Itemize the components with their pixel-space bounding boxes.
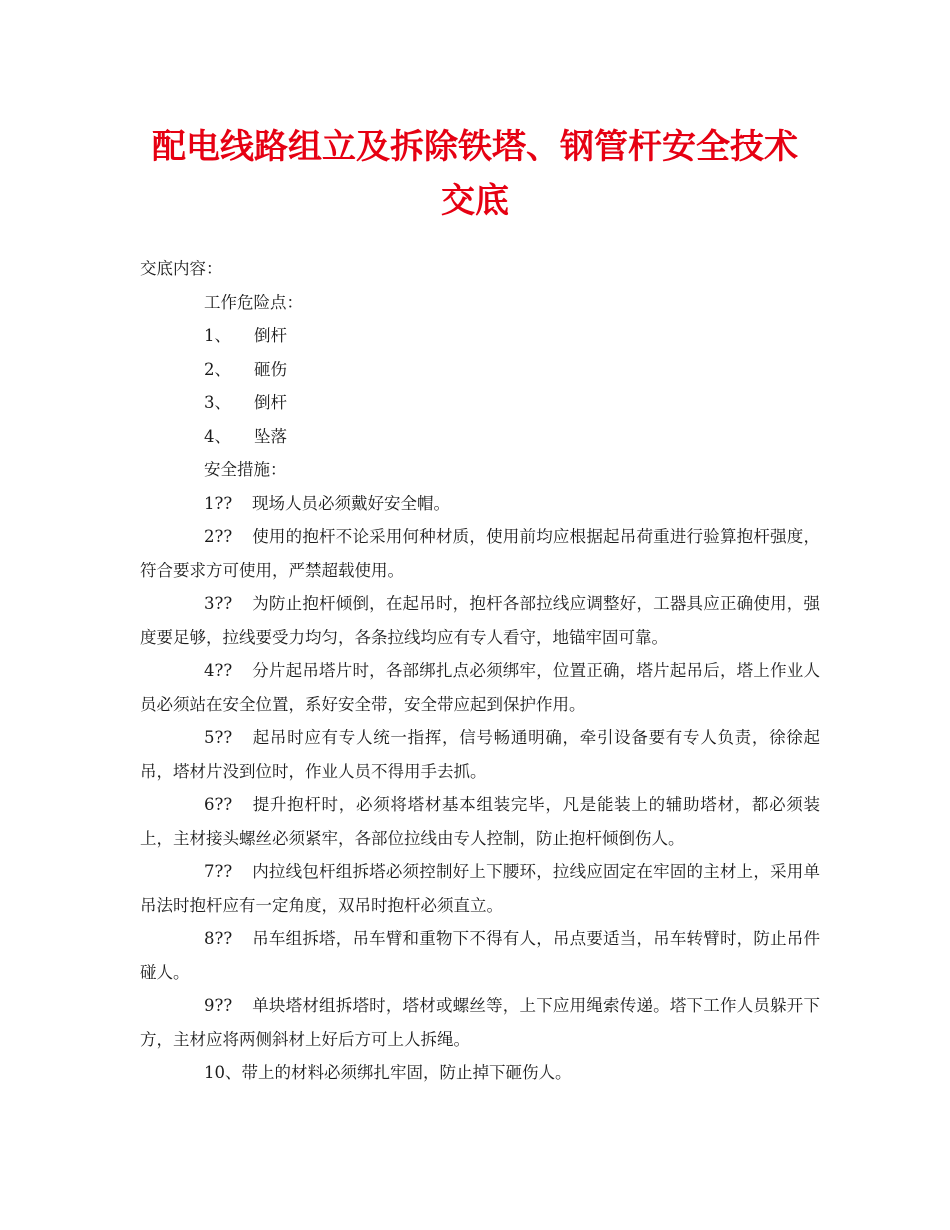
measure-item: [140, 654, 820, 721]
hazards-label: 工作危险点：: [204, 292, 303, 312]
document-title: [120, 120, 830, 228]
hazard-item: [140, 420, 820, 454]
measure-item: [140, 721, 820, 788]
measure-number: 1??: [204, 493, 233, 513]
measure-text: 使用的抱杆不论采用何种材质，使用前均应根据起吊荷重进行验算抱杆强度，符合要求方可使用，严禁超载使用。: [140, 527, 820, 580]
measure-text: 现场人员必须戴好安全帽。: [252, 493, 450, 513]
hazard-number: 3、: [204, 393, 231, 412]
measure-number: 6??: [204, 795, 233, 814]
measure-number: 5??: [204, 728, 233, 747]
document-body: [140, 252, 820, 1090]
measure-number: 10、: [204, 1063, 242, 1082]
hazard-text: 倒杆: [254, 326, 287, 345]
measure-item: [140, 922, 820, 989]
measure-number: 9??: [204, 996, 233, 1015]
hazard-item: [140, 386, 820, 420]
measure-text: 带上的材料必须绑扎牢固，防止掉下砸伤人。: [241, 1063, 572, 1082]
measure-number: 2??: [204, 527, 233, 546]
measure-text: 单块塔材组拆塔时，塔材或螺丝等，上下应用绳索传递。塔下工作人员躲开下方，主材应将两侧斜材上好后方可上人拆绳。: [140, 996, 820, 1049]
hazard-number: 4、: [204, 426, 231, 446]
measure-text: 吊车组拆塔，吊车臂和重物下不得有人，吊点要适当，吊车转臂时，防止吊件碰人。: [140, 929, 820, 982]
measure-item: [140, 855, 820, 922]
measure-text: 分片起吊塔片时，各部绑扎点必须绑牢，位置正确，塔片起吊后，塔上作业人员必须站在安全位置，系好安全带，安全带应起到保护作用。: [140, 661, 820, 714]
measure-number: 7??: [204, 862, 233, 881]
hazard-item: [140, 353, 820, 387]
hazard-text: 倒杆: [254, 393, 287, 412]
hazard-number: 2、: [204, 359, 231, 379]
hazard-text: 砸伤: [254, 359, 287, 379]
measure-text: 为防止抱杆倾倒，在起吊时，抱杆各部拉线应调整好，工器具应正确使用，强度要足够，拉线要受力均匀，各条拉线均应有专人看守，地锚牢固可靠。: [140, 594, 820, 647]
measure-text: 内拉线包杆组拆塔必须控制好上下腰环，拉线应固定在牢固的主材上，采用单吊法时抱杆应有一定角度，双吊时抱杆必须直立。: [140, 862, 820, 915]
measure-number: 8??: [204, 929, 233, 948]
measure-item: [140, 1056, 820, 1090]
measure-text: 提升抱杆时，必须将塔材基本组装完毕，凡是能装上的辅助塔材，都必须装上，主材接头螺丝必须紧牢，各部位拉线由专人控制，防止抱杆倾倒伤人。: [140, 795, 820, 848]
measure-item: [140, 989, 820, 1056]
hazard-number: 1、: [204, 326, 231, 345]
measure-number: 4??: [204, 661, 233, 680]
measure-item: [140, 487, 820, 521]
hazard-text: 坠落: [254, 426, 287, 446]
title-line-1: 配电线路组立及拆除铁塔、钢管杆安全技术: [152, 127, 798, 167]
hazard-item: [140, 319, 820, 353]
intro-label: 交底内容：: [140, 259, 223, 278]
measure-item: [140, 520, 820, 587]
measures-label: 安全措施：: [204, 460, 287, 479]
measure-item: [140, 587, 820, 654]
measure-number: 3??: [204, 594, 233, 613]
measure-item: [140, 788, 820, 855]
measure-text: 起吊时应有专人统一指挥，信号畅通明确，牵引设备要有专人负责，徐徐起吊，塔材片没到位时，作业人员不得用手去抓。: [140, 728, 820, 781]
title-line-2: 交底: [441, 181, 509, 221]
